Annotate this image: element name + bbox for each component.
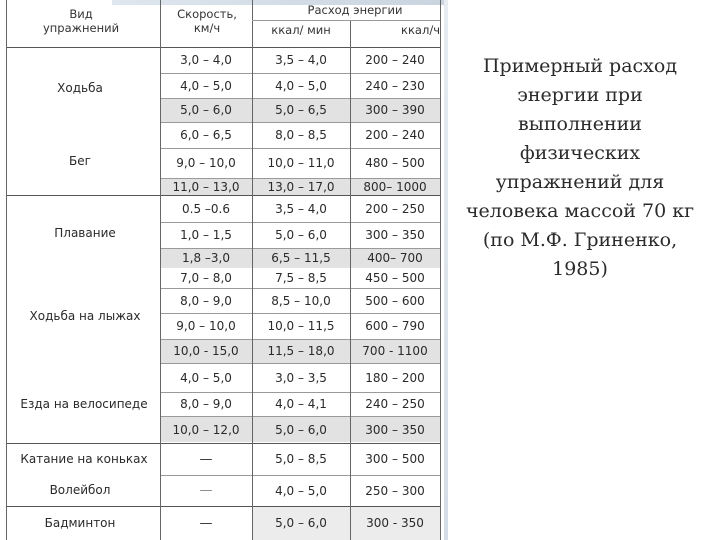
cell-kcal-h: 450 – 500 — [365, 271, 425, 285]
activity-badminton: Бадминтон — [44, 516, 116, 530]
row-separator — [160, 313, 440, 314]
cell-speed: 1,8 –3,0 — [182, 251, 230, 265]
cell-kcal-min: 5,0 – 6,0 — [275, 422, 327, 437]
header-kcal-min: ккал/ мин — [271, 23, 331, 37]
caption-line: энергии при — [517, 84, 643, 106]
grid-line — [6, 506, 440, 507]
cell-kcal-min: 5,0 – 8,5 — [275, 452, 327, 466]
row-separator — [160, 392, 440, 393]
grid-line — [6, 443, 440, 444]
cell-kcal-h: 480 – 500 — [365, 156, 425, 170]
cell-kcal-h: 300 – 500 — [365, 452, 425, 466]
cell-kcal-h: 240 – 250 — [365, 397, 425, 411]
cell-kcal-h: 600 – 790 — [365, 319, 425, 333]
caption-line: выполнении — [518, 113, 642, 135]
activity-volleyball: Волейбол — [49, 483, 111, 497]
cell-speed: — — [199, 515, 213, 531]
row-separator — [160, 178, 440, 179]
cell-speed: 8,0 – 9,0 — [180, 397, 232, 411]
caption-line: человека массой 70 кг — [465, 200, 695, 222]
header-energy: Расход энергии — [307, 3, 403, 17]
cell-kcal-h: 180 – 200 — [365, 370, 425, 385]
cell-kcal-h: 300 – 390 — [365, 103, 425, 117]
cell-speed: 7,0 – 8,0 — [180, 271, 232, 285]
caption — [460, 52, 700, 284]
grid-vline — [6, 0, 7, 540]
cell-speed: 10,0 – 12,0 — [172, 422, 240, 437]
grid-line — [6, 195, 440, 196]
cell-speed: 11,0 – 13,0 — [172, 179, 240, 194]
cell-kcal-h: 250 – 300 — [365, 483, 425, 498]
cell-kcal-h: 240 – 230 — [365, 78, 425, 93]
cell-speed: 6,0 – 6,5 — [180, 128, 232, 142]
cell-speed: — — [199, 451, 213, 467]
caption-line: физических — [519, 142, 641, 164]
cell-kcal-h: 700 - 1100 — [362, 344, 428, 358]
cell-kcal-min: 13,0 – 17,0 — [267, 179, 335, 194]
row-separator — [160, 122, 440, 123]
caption-line: 1985) — [552, 258, 608, 280]
caption-line: Примерный расход — [482, 55, 678, 77]
caption-line: упражнений для — [495, 171, 665, 193]
cell-speed: 3,0 – 4,0 — [180, 53, 232, 67]
cell-kcal-min: 7,5 – 8,5 — [275, 271, 327, 285]
cell-kcal-min: 5,0 – 6,0 — [275, 228, 327, 242]
cell-kcal-min: 3,0 – 3,5 — [275, 370, 327, 385]
grid-line — [252, 20, 440, 21]
row-separator — [160, 222, 440, 223]
row-separator — [160, 288, 440, 289]
cell-kcal-min: 10,0 – 11,5 — [267, 319, 335, 333]
grid-vline — [350, 20, 351, 540]
grid-vline — [252, 0, 253, 540]
cell-kcal-h: 300 – 350 — [365, 228, 425, 242]
row-separator — [160, 73, 440, 74]
row-separator — [160, 363, 440, 364]
cell-kcal-min: 4,0 – 4,1 — [275, 397, 327, 411]
cell-speed: 8,0 – 9,0 — [180, 293, 232, 308]
cell-speed: 1,0 – 1,5 — [180, 228, 232, 242]
row-separator — [160, 248, 440, 249]
header-speed: Скорость, км/ч — [177, 7, 237, 35]
activity-running: Бег — [69, 154, 91, 168]
cell-speed: 5,0 – 6,0 — [180, 103, 232, 117]
cell-kcal-min: 8,0 – 8,5 — [275, 128, 327, 142]
cell-speed: 0.5 –0.6 — [182, 201, 230, 216]
cell-kcal-min: 4,0 – 5,0 — [275, 78, 327, 93]
cell-speed: 9,0 – 10,0 — [176, 319, 236, 333]
cell-kcal-h: 800– 1000 — [363, 179, 427, 194]
cell-kcal-min: 6,5 – 11,5 — [271, 251, 331, 265]
cell-kcal-h: 300 - 350 — [366, 516, 424, 530]
activity-skating: Катание на коньках — [20, 452, 148, 466]
cell-speed: 4,0 – 5,0 — [180, 370, 232, 385]
activity-swimming: Плавание — [54, 226, 116, 240]
row-separator — [160, 339, 440, 340]
cell-kcal-min: 8,5 – 10,0 — [271, 293, 331, 308]
grid-vline — [160, 0, 161, 540]
activity-walking: Ходьба — [57, 81, 103, 95]
cell-kcal-h: 200 – 240 — [365, 128, 425, 142]
cell-kcal-h: 200 – 250 — [365, 201, 425, 216]
cell-kcal-min: 3,5 – 4,0 — [275, 201, 327, 216]
cell-kcal-min: 5,0 – 6,0 — [275, 516, 327, 530]
cell-kcal-min: 10,0 – 11,0 — [267, 156, 335, 170]
cell-kcal-min: 4,0 – 5,0 — [275, 483, 327, 498]
cell-kcal-h: 400– 700 — [367, 251, 423, 265]
cell-kcal-min: 11,5 – 18,0 — [267, 344, 335, 358]
grid-vline — [440, 0, 441, 540]
activity-skiing: Ходьба на лыжах — [29, 309, 141, 323]
row-separator — [160, 148, 440, 149]
cell-speed: 9,0 – 10,0 — [176, 156, 236, 170]
caption-line: (по М.Ф. Гриненко, — [482, 229, 678, 251]
cell-speed: 4,0 – 5,0 — [180, 78, 232, 93]
cell-kcal-h: 200 – 240 — [365, 53, 425, 67]
cell-kcal-min: 5,0 – 6,5 — [275, 103, 327, 117]
row-separator — [160, 416, 440, 417]
cell-kcal-min: 3,5 – 4,0 — [275, 53, 327, 67]
cell-speed: — — [199, 483, 213, 498]
header-kcal-h: ккал/ч — [401, 23, 440, 37]
grid-line — [6, 47, 440, 48]
right-decor-strip — [444, 0, 448, 540]
row-separator — [160, 475, 440, 476]
cell-speed: 10,0 - 15,0 — [173, 344, 239, 358]
activity-cycling: Езда на велосипеде — [20, 397, 148, 411]
header-activity: Вид упражнений — [42, 7, 120, 35]
row-separator — [160, 98, 440, 99]
cell-kcal-h: 300 – 350 — [365, 422, 425, 437]
cell-kcal-h: 500 – 600 — [365, 293, 425, 308]
